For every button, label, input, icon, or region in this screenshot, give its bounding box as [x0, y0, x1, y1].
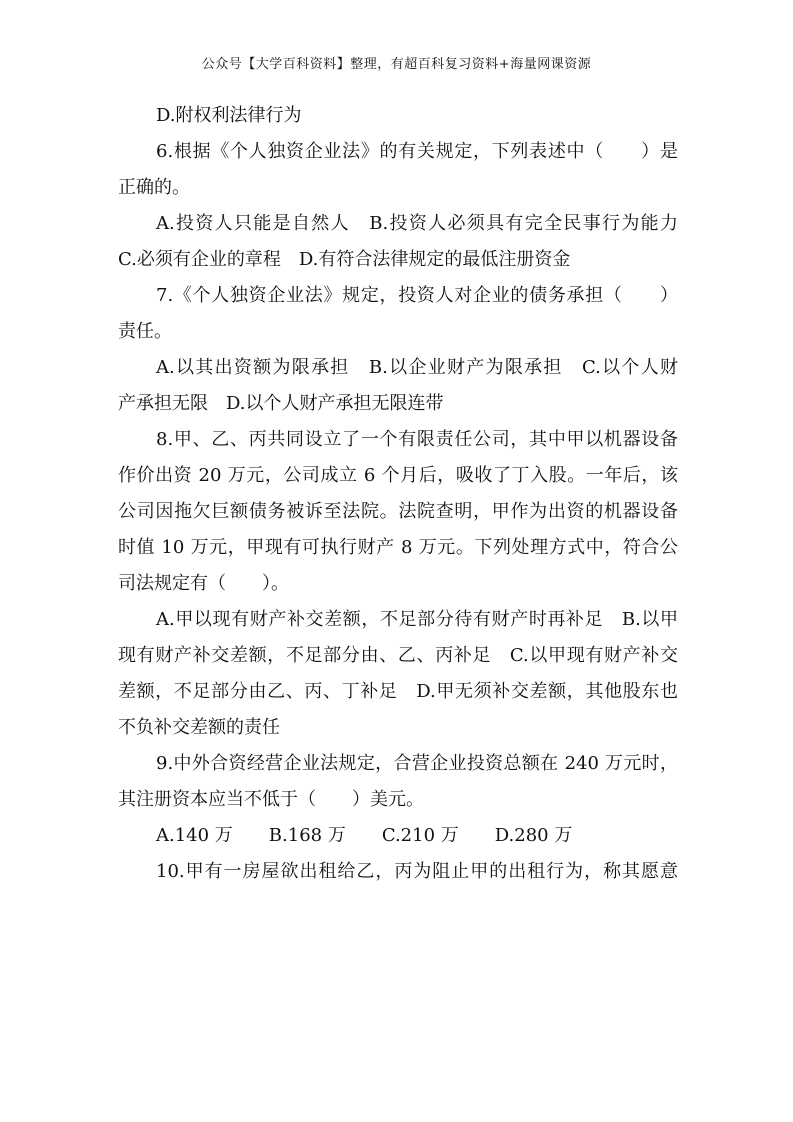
question-8-line-5: 司法规定有（ ）。 — [118, 573, 289, 594]
question-7-options-line-1: A.以其出资额为限承担 B.以企业财产为限承担 C.以个人财 — [156, 357, 678, 378]
question-7-options-line-2: 产承担无限 D.以个人财产承担无限连带 — [118, 393, 444, 414]
option-line-q5-d: D.附权利法律行为 — [156, 105, 302, 126]
question-8-line-3: 公司因拖欠巨额债务被诉至法院。法院查明，甲作为出资的机器设备 — [118, 501, 678, 522]
question-6-line-2: 正确的。 — [118, 177, 190, 198]
question-9-line-1: 9.中外合资经营企业法规定，合营企业投资总额在 240 万元时， — [156, 753, 678, 774]
question-6-options-line-2: C.必须有企业的章程 D.有符合法律规定的最低注册资金 — [118, 249, 571, 270]
question-9-line-2: 其注册资本应当不低于（ ）美元。 — [118, 789, 424, 810]
question-6-line-1: 6.根据《个人独资企业法》的有关规定，下列表述中（ ）是 — [156, 141, 678, 162]
question-7-line-1: 7.《个人独资企业法》规定，投资人对企业的债务承担（ ） — [156, 285, 678, 306]
document-body — [118, 98, 678, 890]
question-8-options-line-3: 差额，不足部分由乙、丙、丁补足 D.甲无须补交差额，其他股东也 — [118, 681, 678, 702]
page-header-watermark: 公众号【大学百科资料】整理，有超百科复习资料+海量网课资源 — [201, 57, 592, 72]
question-6-options-line-1: A.投资人只能是自然人 B.投资人必须具有完全民事行为能力 — [156, 213, 678, 234]
question-8-options-line-2: 现有财产补交差额，不足部分由、乙、丙补足 C.以甲现有财产补交 — [118, 645, 678, 666]
question-10-line-1: 10.甲有一房屋欲出租给乙，丙为阻止甲的出租行为，称其愿意 — [156, 861, 678, 882]
question-8-line-1: 8.甲、乙、丙共同设立了一个有限责任公司，其中甲以机器设备 — [156, 429, 678, 450]
question-8-options-line-1: A.甲以现有财产补交差额，不足部分待有财产时再补足 B.以甲 — [156, 609, 678, 630]
question-8-line-4: 时值 10 万元，甲现有可执行财产 8 万元。下列处理方式中，符合公 — [118, 537, 678, 558]
question-8-options-line-4: 不负补交差额的责任 — [118, 717, 280, 738]
question-9-options: A.140 万 B.168 万 C.210 万 D.280 万 — [156, 825, 573, 846]
question-8-line-2: 作价出资 20 万元，公司成立 6 个月后，吸收了丁入股。一年后，该 — [118, 465, 678, 486]
question-7-line-2: 责任。 — [118, 321, 172, 342]
